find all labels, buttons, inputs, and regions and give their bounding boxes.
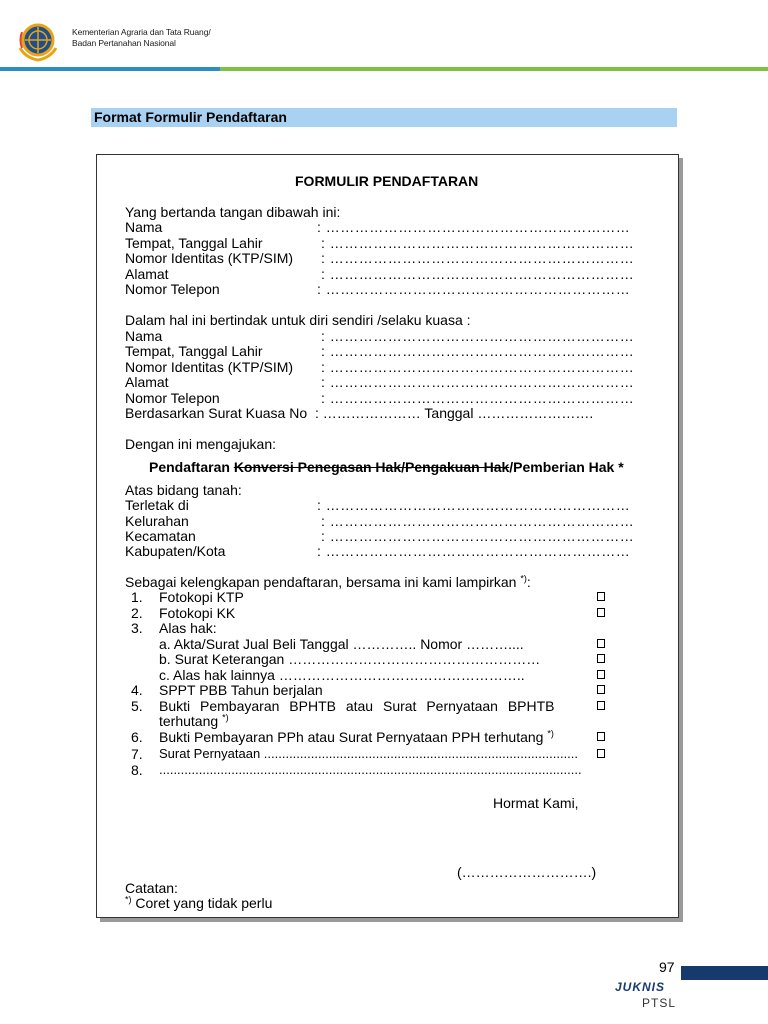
agency-name-line1: Kementerian Agraria dan Tata Ruang/ [72, 27, 211, 37]
applicant-address-label: Alamat [125, 266, 169, 282]
attachment-bphtb-checkbox[interactable] [597, 701, 605, 710]
attachment-pph-checkbox[interactable] [597, 732, 605, 741]
power-of-attorney-field[interactable]: : ………………… Tanggal ……………………. [315, 405, 594, 421]
attachment-number: 3. [131, 620, 143, 636]
proxy-birth-label: Tempat, Tanggal Lahir [125, 343, 263, 359]
attachment-sppt-pbb: SPPT PBB Tahun berjalan [159, 682, 323, 698]
attachments-intro-colon: : [526, 574, 531, 590]
proxy-birth-field[interactable]: : ……………………………………………………… [321, 343, 635, 359]
attachments-intro [125, 574, 531, 590]
agency-logo [16, 18, 60, 62]
attachments-intro-text: Sebagai kelengkapan pendaftaran, bersama ini kami lampirkan [125, 574, 521, 590]
footer-accent-bar [681, 966, 768, 980]
attachment-other[interactable]: ..................................................................................................................... [159, 762, 582, 777]
applicant-intro: Yang bertanda tangan dibawah ini: [125, 204, 341, 220]
applicant-birth-field[interactable]: : ……………………………………………………… [321, 235, 635, 251]
proxy-address-field[interactable]: : ……………………………………………………… [321, 374, 635, 390]
attachment-sppt-pbb-checkbox[interactable] [597, 685, 605, 694]
attachment-kk: Fotokopi KK [159, 605, 236, 621]
attachment-number: 2. [131, 605, 143, 621]
notes-mark: *) [125, 894, 132, 905]
attachment-certificate: b. Surat Keterangan ……………………………………………… [159, 651, 541, 667]
notes-label: Catatan: [125, 880, 178, 896]
attachment-statement-checkbox[interactable] [597, 749, 605, 758]
attachment-other-rights: c. Alas hak lainnya …………………………………………….. [159, 667, 525, 683]
land-intro: Atas bidang tanah: [125, 482, 242, 498]
applicant-address-field[interactable]: : ……………………………………………………… [321, 266, 635, 282]
attachment-bphtb: Bukti Pembayaran BPHTB atau Surat Pernyataan BPHTB [159, 698, 555, 714]
land-location-label: Terletak di [125, 497, 189, 513]
header-divider-green [220, 67, 768, 71]
proxy-phone-label: Nomor Telepon [125, 390, 220, 406]
land-regency-field[interactable]: : ……………………………………………………… [317, 543, 631, 559]
attachment-sale-deed-checkbox[interactable] [597, 639, 605, 648]
attachment-rights-basis: Alas hak: [159, 620, 217, 636]
form-title: FORMULIR PENDAFTARAN [295, 173, 479, 189]
attachments-intro-mark: *) [520, 573, 527, 584]
request-type-struck: Konversi Penegasan Hak/Pengakuan Hak [233, 459, 510, 475]
section-title: Format Formulir Pendaftaran [91, 108, 677, 127]
footer-label-juknis: JUKNIS [615, 980, 666, 994]
attachment-number: 5. [131, 698, 143, 714]
proxy-name-field[interactable]: : ……………………………………………………… [321, 328, 635, 344]
land-village-label: Kelurahan [125, 513, 189, 529]
proxy-address-label: Alamat [125, 374, 169, 390]
closing-salutation: Hormat Kami, [493, 795, 579, 811]
applicant-birth-label: Tempat, Tanggal Lahir [125, 235, 263, 251]
request-type [149, 459, 624, 475]
attachment-number: 4. [131, 682, 143, 698]
proxy-intro: Dalam hal ini bertindak untuk diri sendiri /selaku kuasa : [125, 312, 471, 328]
request-type-part3: /Pemberian Hak * [509, 459, 624, 475]
applicant-id-label: Nomor Identitas (KTP/SIM) [125, 250, 294, 266]
registration-form [96, 154, 679, 918]
attachment-pph [159, 729, 554, 745]
attachment-sale-deed: a. Akta/Surat Jual Beli Tanggal ………….. Nomor ……….... [159, 636, 524, 652]
attachment-bphtb-cont-text: terhutang [159, 713, 223, 729]
power-of-attorney-label: Berdasarkan Surat Kuasa No [125, 405, 308, 421]
signature-line[interactable]: (……………………….) [457, 864, 597, 880]
proxy-id-field[interactable]: : ……………………………………………………… [321, 359, 635, 375]
attachment-statement: Surat Pernyataan ....................................................................................... [159, 746, 579, 761]
land-village-field[interactable]: : ……………………………………………………… [321, 513, 635, 529]
attachment-number: 8. [131, 762, 143, 778]
notes-text [125, 895, 272, 911]
notes-body: Coret yang tidak perlu [131, 895, 273, 911]
land-location-field[interactable]: : ……………………………………………………… [317, 497, 631, 513]
applicant-id-field[interactable]: : ……………………………………………………… [321, 250, 635, 266]
attachment-pph-mark: *) [547, 728, 554, 739]
agency-name-line2: Badan Pertanahan Nasional [72, 38, 176, 48]
proxy-id-label: Nomor Identitas (KTP/SIM) [125, 359, 294, 375]
land-regency-label: Kabupaten/Kota [125, 543, 226, 559]
page-number: 97 [659, 959, 675, 975]
land-district-field[interactable]: : ……………………………………………………… [321, 528, 635, 544]
footer-label-ptsl: PTSL [642, 996, 677, 1010]
attachment-other-rights-checkbox[interactable] [597, 670, 605, 679]
attachment-number: 1. [131, 589, 143, 605]
header-divider-blue [0, 67, 220, 71]
applicant-phone-label: Nomor Telepon [125, 281, 220, 297]
attachment-ktp-checkbox[interactable] [597, 592, 605, 601]
attachment-kk-checkbox[interactable] [597, 608, 605, 617]
submit-intro: Dengan ini mengajukan: [125, 436, 276, 452]
land-district-label: Kecamatan [125, 528, 196, 544]
attachment-certificate-checkbox[interactable] [597, 654, 605, 663]
attachment-number: 7. [131, 746, 143, 762]
attachment-bphtb-mark: *) [222, 712, 229, 723]
attachment-pph-text: Bukti Pembayaran PPh atau Surat Pernyataan PPH terhutang [159, 729, 548, 745]
attachment-bphtb-cont [159, 713, 229, 729]
applicant-name-label: Nama [125, 219, 163, 235]
applicant-phone-field[interactable]: : ……………………………………………………… [317, 281, 631, 297]
attachment-ktp: Fotokopi KTP [159, 589, 244, 605]
agency-name [72, 27, 211, 49]
request-type-part1: Pendaftaran [149, 459, 234, 475]
proxy-phone-field[interactable]: : ……………………………………………………… [321, 390, 635, 406]
attachment-number: 6. [131, 729, 143, 745]
applicant-name-field[interactable]: : ……………………………………………………… [317, 219, 631, 235]
proxy-name-label: Nama [125, 328, 163, 344]
